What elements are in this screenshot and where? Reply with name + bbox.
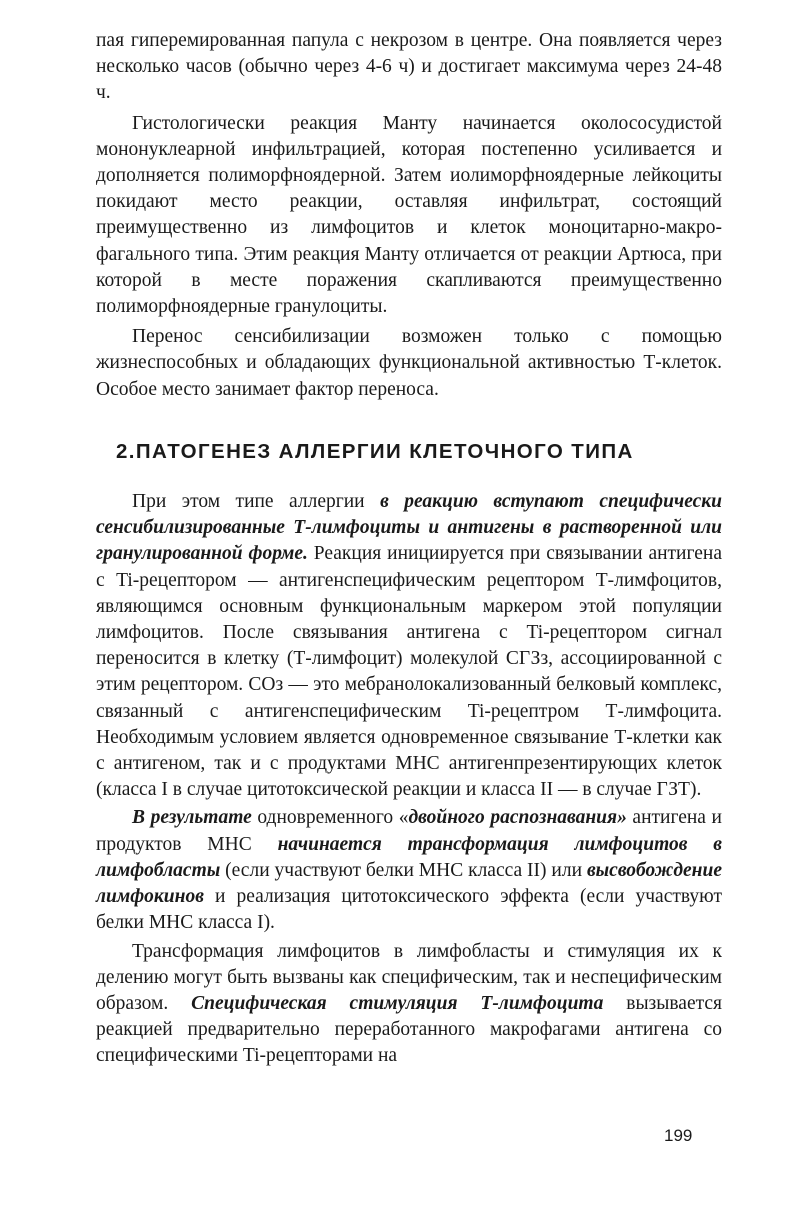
paragraph-1: пая гиперемированная папула с некрозом в центре. Она появляется через несколько часов (обычно через 4-6 ч) и достигает максимума через 24-48 ч. (96, 30, 722, 104)
p5-text-f: (если участвуют белки МНС класса II) или (220, 859, 587, 881)
paragraph-2: Гистологически реакция Манту начинается околососудистой мононуклеарной инфильтрацией, которая постепенно усиливается и дополняется полиморфноядерной. Затем иолиморфноядерные лейкоциты покидают место реакции, оставляя инфильтрат, состоящий преимущественно из лимфоцитов и клеток моноцитарно-макро-фагального типа. Этим реакция Манту отличается от реакции Артюса, при которой в месте поражения скапливаются преимущественно полиморфноядерные гранулоциты. (96, 112, 722, 318)
section-heading: 2.ПАТОГЕНЕЗ АЛЛЕРГИИ КЛЕТОЧНОГО ТИПА (116, 439, 634, 463)
p5-emphasis-result: В результате (132, 807, 252, 829)
p4-emphasis: в реакцию вступают специфически сенсибилизированные Т-лимфоциты и антигены в растворенной или гранулированной форме. (96, 491, 723, 565)
paragraph-5 (96, 805, 722, 936)
p5-text-d: антигена и продуктов МНС (96, 807, 722, 855)
paragraph-6 (96, 939, 722, 1070)
p5-emphasis-lymphokines: высвобождение лимфокинов (96, 859, 722, 908)
p5-text-h: и реализация цитотоксического эффекта (если участвуют белки МНС класса I). (96, 886, 722, 934)
p5-text-b: одновременного « (251, 807, 409, 829)
paragraph-3: Перенос сенсибилизации возможен только с помощью жизнеспособных и обладающих функциональной активностью Т-клеток. Особое место занимает фактор переноса. (96, 326, 722, 400)
paragraph-4 (96, 489, 722, 803)
p5-emphasis-transformation: начинается трансформация лимфоцитов в лимфобласты (96, 833, 722, 881)
p6-text-a: Трансформация лимфоцитов в лимфобласты и стимуляция их к делению могут быть вызваны как специфическим, так и неспецифическим образом. (96, 940, 722, 1014)
p6-emphasis: Специфическая стимуляция Т-лимфоцита (191, 992, 604, 1014)
p4-text-c: Реакция инициируется при связывании антигена с Ti-рецептором — антигенспецифическим рецептором Т-лимфоцитов, являющимся основным функциональным маркером этой популяции лимфоцитов. После связывания антигена с Ti-рецептором сигнал переносится в клетку (Т-лимфоцит) молекулой СГЗз, ассоциированной с этим рецептором. СОз — это мебранолокализованный белковый комплекс, связанный с антигенспецифическим Ti-рецептром Т-лимфоцита. Необходимым условием является одновременное связывание Т-клетки как с антигеном, так и с продуктами МНС антигенпрезентирующих клеток (класса I в случае цитотоксической реакции и класса II — в случае ГЗТ). (96, 543, 722, 801)
p5-emphasis-double-recognition: двойного распознавания» (408, 807, 627, 829)
body-text (96, 28, 722, 1070)
page-number: 199 (664, 1126, 693, 1145)
p6-text-c: вызывается реакцией предварительно переработанного макрофагами антигена со специфическими Ti-рецепторами на (96, 992, 723, 1067)
p4-text-a: При этом типе аллергии (132, 491, 381, 513)
